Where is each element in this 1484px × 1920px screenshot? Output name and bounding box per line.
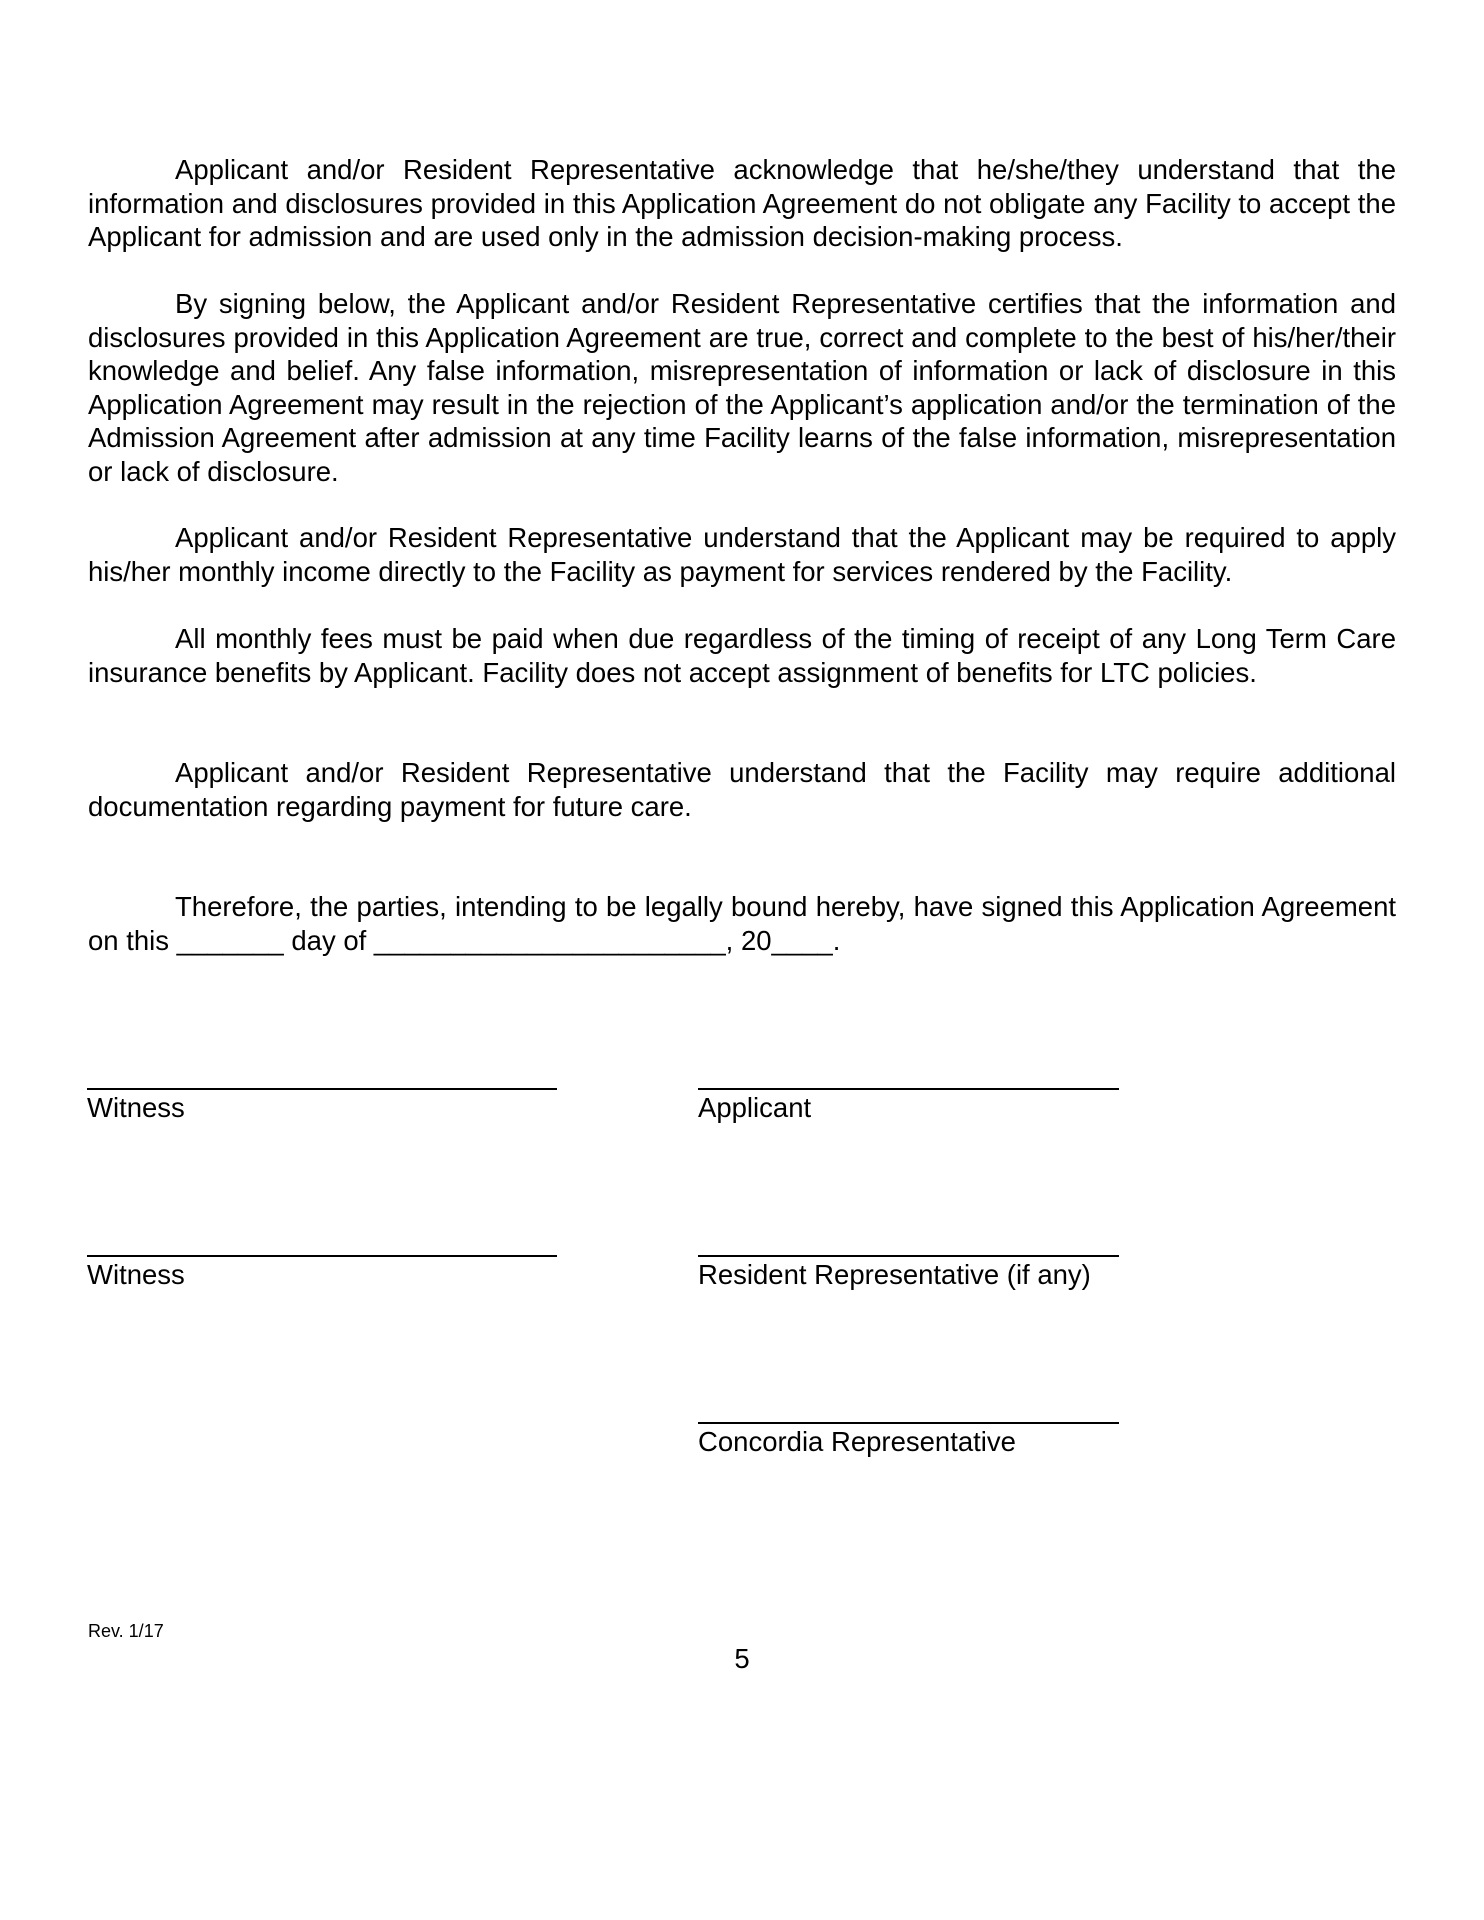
revision-note: Rev. 1/17 bbox=[88, 1621, 164, 1641]
signature-label: Witness bbox=[87, 1092, 185, 1123]
signature-block-applicant bbox=[698, 1088, 1119, 1125]
signature-line[interactable] bbox=[698, 1088, 1119, 1090]
paragraph-certification: By signing below, the Applicant and/or Resident Representative certifies that the information and disclosures provided in this Application Agreement are true, correct and complete to the best of his/her/their knowledge and belief. Any false information, misrepresentation of information or lack of disclosure in this Application Agreement may result in the rejection of the Applicant’s application and/or the termination of the Admission Agreement after admission at any time Facility learns of the false information, misrepresentation or lack of disclosure. bbox=[88, 288, 1396, 487]
signature-label: Witness bbox=[87, 1259, 185, 1290]
paragraph-additional-documentation: Applicant and/or Resident Representative understand that the Facility may require additional documentation regarding payment for future care. bbox=[88, 757, 1396, 822]
signature-block-resident-representative bbox=[698, 1255, 1119, 1292]
signature-line[interactable] bbox=[698, 1422, 1119, 1424]
paragraph-monthly-fees: All monthly fees must be paid when due regardless of the timing of receipt of any Long Term Care insurance benefits by Applicant. Facility does not accept assignment of benefits for LTC policies. bbox=[88, 623, 1396, 688]
signature-block-witness-1 bbox=[87, 1088, 557, 1125]
signature-line[interactable] bbox=[87, 1255, 557, 1257]
paragraph-acknowledgement: Applicant and/or Resident Representative acknowledge that he/she/they understand that the information and disclosures provided in this Application Agreement do not obligate any Facility to accept the Applicant for admission and are used only in the admission decision-making process. bbox=[88, 154, 1396, 252]
signature-block-concordia-representative bbox=[698, 1422, 1119, 1459]
signature-label: Applicant bbox=[698, 1092, 812, 1123]
signature-line[interactable] bbox=[698, 1255, 1119, 1257]
signature-line[interactable] bbox=[87, 1088, 557, 1090]
page-number: 5 bbox=[734, 1643, 750, 1674]
paragraph-monthly-income: Applicant and/or Resident Representative understand that the Applicant may be required to apply his/her monthly income directly to the Facility as payment for services rendered by the Facility. bbox=[88, 522, 1396, 587]
signature-block-witness-2 bbox=[87, 1255, 557, 1292]
signature-label: Resident Representative (if any) bbox=[698, 1259, 1091, 1290]
paragraph-execution-date: Therefore, the parties, intending to be legally bound hereby, have signed this Application Agreement on this _______ day of _______________________, 20____. bbox=[88, 891, 1396, 956]
signature-label: Concordia Representative bbox=[698, 1426, 1016, 1457]
